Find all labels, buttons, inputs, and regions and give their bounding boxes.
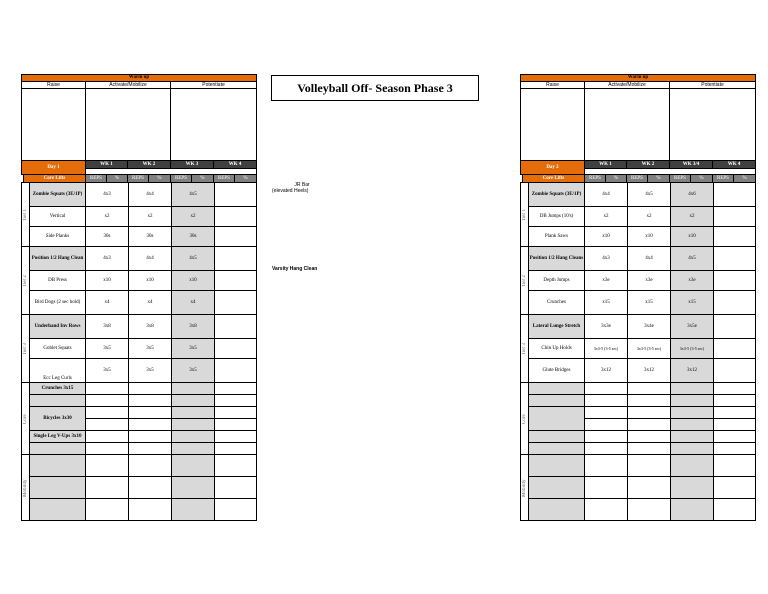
wk4-cell bbox=[215, 183, 257, 207]
wk4-cell bbox=[714, 339, 756, 359]
table-row bbox=[521, 227, 756, 247]
day1-sheet bbox=[21, 74, 256, 518]
exercise-cell: Bird Dogs (2 sec hold) bbox=[30, 291, 86, 315]
wk4-cell bbox=[215, 291, 257, 315]
wk2-cell: 4x5 bbox=[628, 183, 671, 207]
exercise-cell: Position 1/2 Hang Cleans bbox=[529, 247, 585, 271]
core-lifts-header: Core Lifts bbox=[24, 175, 86, 183]
core-exercise-cell: Crunches 3x15 bbox=[30, 383, 86, 395]
wk4-cell bbox=[714, 359, 756, 383]
wk4-cell bbox=[215, 271, 257, 291]
wk4-cell bbox=[714, 315, 756, 339]
wk4-cell bbox=[215, 227, 257, 247]
wk4-cell bbox=[215, 359, 257, 383]
pct-header: % bbox=[734, 175, 756, 183]
wk3-cell: x3e bbox=[671, 271, 714, 291]
wk2-cell: 3x5 bbox=[129, 359, 172, 383]
core-tier-label: Core bbox=[22, 383, 30, 455]
exercise-cell: Position 1/2 Hang Clean bbox=[30, 247, 86, 271]
wk1-cell: 4x3 bbox=[86, 183, 129, 207]
table-row bbox=[22, 339, 257, 359]
table-row bbox=[22, 247, 257, 271]
wk3-cell: 3x12 bbox=[671, 359, 714, 383]
wk3-cell: 3x3-5 (3-5 sec) bbox=[671, 339, 714, 359]
wk4-cell bbox=[215, 315, 257, 339]
wk3-cell: 30s bbox=[172, 227, 215, 247]
exercise-cell: Ecc Leg Curls bbox=[30, 359, 86, 383]
exercise-cell: Lateral Lunge Stretch bbox=[529, 315, 585, 339]
week-header: WK 4 bbox=[214, 161, 257, 169]
wk2-cell: 3x5 bbox=[129, 339, 172, 359]
exercise-cell: Depth Jumps bbox=[529, 271, 585, 291]
exercise-cell: Chin Up Holds bbox=[529, 339, 585, 359]
wk3-cell: 3x8 bbox=[172, 315, 215, 339]
pct-header: % bbox=[235, 175, 257, 183]
wk3-cell: 3x5e bbox=[671, 315, 714, 339]
wk1-cell: x2 bbox=[585, 207, 628, 227]
pct-header: % bbox=[107, 175, 128, 183]
pct-header: % bbox=[606, 175, 627, 183]
wk1-cell: x10 bbox=[86, 271, 129, 291]
tier-1-label: Tier 1 bbox=[521, 183, 529, 247]
wk3-cell: x2 bbox=[172, 207, 215, 227]
wk4-cell bbox=[714, 207, 756, 227]
varsity-note: Varsity Hang Clean bbox=[272, 266, 318, 272]
wk2-cell: 4x4 bbox=[129, 183, 172, 207]
wk3-cell: x2 bbox=[671, 207, 714, 227]
table-row bbox=[22, 291, 257, 315]
wk1-cell: 3x5 bbox=[86, 359, 129, 383]
reps-header: REPS bbox=[128, 175, 149, 183]
table-row bbox=[521, 291, 756, 315]
wk4-cell bbox=[714, 183, 756, 207]
wk1-cell: x2 bbox=[86, 207, 129, 227]
wk1-cell: x4 bbox=[86, 291, 129, 315]
page-title: Volleyball Off- Season Phase 3 bbox=[271, 75, 479, 101]
wk2-cell: 4x4 bbox=[628, 247, 671, 271]
wk2-cell: 30s bbox=[129, 227, 172, 247]
wk2-cell: x10 bbox=[628, 227, 671, 247]
table-row bbox=[22, 383, 257, 395]
wk3-cell: x15 bbox=[671, 291, 714, 315]
wk2-cell: x3e bbox=[628, 271, 671, 291]
wk4-cell bbox=[714, 271, 756, 291]
wk4-cell bbox=[215, 207, 257, 227]
wk1-cell: 3x3e bbox=[585, 315, 628, 339]
wk3-cell: 4x5 bbox=[172, 247, 215, 271]
warmup-title: Warm up bbox=[22, 75, 257, 82]
tier-3-label: Tier 3 bbox=[22, 315, 30, 383]
wk1-cell: x15 bbox=[585, 291, 628, 315]
wk2-cell: 3x8 bbox=[129, 315, 172, 339]
day-label: Day 1 bbox=[22, 161, 86, 175]
table-row bbox=[22, 315, 257, 339]
day2-sheet bbox=[520, 74, 755, 518]
table-row bbox=[22, 227, 257, 247]
reps-header: REPS bbox=[627, 175, 648, 183]
table-row bbox=[22, 183, 257, 207]
week-header: WK 3 bbox=[171, 161, 214, 169]
wk3-cell: 3x5 bbox=[172, 359, 215, 383]
reps-header: REPS bbox=[713, 175, 734, 183]
mobility-tier-label: Mobility bbox=[22, 455, 30, 521]
wk1-cell: 3x8 bbox=[86, 315, 129, 339]
wk2-cell: x2 bbox=[628, 207, 671, 227]
wk2-cell: x4 bbox=[129, 291, 172, 315]
pct-header: % bbox=[691, 175, 713, 183]
wk4-cell bbox=[714, 227, 756, 247]
table-row bbox=[22, 271, 257, 291]
table-row bbox=[521, 271, 756, 291]
exercise-cell: Crunches bbox=[529, 291, 585, 315]
wk2-cell: x2 bbox=[129, 207, 172, 227]
exercise-cell: Plank Saws bbox=[529, 227, 585, 247]
activate-header: Activate/Mobilize bbox=[585, 82, 670, 89]
jr-bar-note: JR Bar (elevated Heels) bbox=[272, 182, 310, 194]
wk1-cell: 4x3 bbox=[86, 247, 129, 271]
table-row bbox=[22, 207, 257, 227]
pct-header: % bbox=[648, 175, 670, 183]
potentiate-header: Potentiate bbox=[171, 82, 257, 89]
wk3-cell: 3x5 bbox=[172, 339, 215, 359]
table-row bbox=[521, 183, 756, 207]
exercise-cell: Zombie Squats (3E/1P) bbox=[30, 183, 86, 207]
wk1-cell: 30s bbox=[86, 227, 129, 247]
exercise-cell: Goblet Squats bbox=[30, 339, 86, 359]
exercise-cell: DB Jumps (10's) bbox=[529, 207, 585, 227]
raise-header: Raise bbox=[22, 82, 86, 89]
core-exercise-cell: Bicycles 3x30 bbox=[30, 407, 86, 431]
exercise-cell: Zombie Squats (3E/1P) bbox=[529, 183, 585, 207]
week-header: WK 1 bbox=[86, 161, 128, 169]
wk1-cell: x3e bbox=[585, 271, 628, 291]
wk1-cell: 4x3 bbox=[585, 247, 628, 271]
wk2-cell: 3x4e bbox=[628, 315, 671, 339]
wk2-cell: x15 bbox=[628, 291, 671, 315]
core-lifts-header: Core Lifts bbox=[523, 175, 585, 183]
warmup-title: Warm up bbox=[521, 75, 756, 82]
reps-header: REPS bbox=[670, 175, 691, 183]
exercise-cell: Vertical bbox=[30, 207, 86, 227]
wk3-cell: x4 bbox=[172, 291, 215, 315]
tier-3-label: Tier 3 bbox=[521, 315, 529, 383]
table-row bbox=[521, 359, 756, 383]
wk1-cell: 3x5 bbox=[86, 339, 129, 359]
week-header: WK 4 bbox=[713, 161, 756, 169]
reps-header: REPS bbox=[171, 175, 192, 183]
tier-2-label: Tier 2 bbox=[22, 247, 30, 315]
wk1-cell: 4x4 bbox=[585, 183, 628, 207]
exercise-cell: Glute Bridges bbox=[529, 359, 585, 383]
table-row bbox=[521, 315, 756, 339]
week-header: WK 3/4 bbox=[670, 161, 713, 169]
week-header: WK 1 bbox=[585, 161, 627, 169]
mobility-tier-label: Mobility bbox=[521, 455, 529, 521]
table-row bbox=[521, 207, 756, 227]
exercise-cell: Side Planks bbox=[30, 227, 86, 247]
wk4-cell bbox=[215, 339, 257, 359]
wk2-cell: 3x3-5 (3-5 sec) bbox=[628, 339, 671, 359]
pct-header: % bbox=[149, 175, 171, 183]
raise-header: Raise bbox=[521, 82, 585, 89]
exercise-cell: DB Press bbox=[30, 271, 86, 291]
week-header: WK 2 bbox=[128, 161, 171, 169]
wk3-cell: 4x5 bbox=[671, 247, 714, 271]
wk4-cell bbox=[714, 291, 756, 315]
wk4-cell bbox=[714, 247, 756, 271]
table-row bbox=[22, 407, 257, 419]
day-label: Day 2 bbox=[521, 161, 585, 175]
exercise-cell: Underhand Inv Rows bbox=[30, 315, 86, 339]
reps-header: REPS bbox=[214, 175, 235, 183]
wk3-cell: x10 bbox=[172, 271, 215, 291]
wk1-cell: x10 bbox=[585, 227, 628, 247]
table-row bbox=[521, 247, 756, 271]
wk2-cell: x10 bbox=[129, 271, 172, 291]
potentiate-header: Potentiate bbox=[670, 82, 756, 89]
wk2-cell: 3x12 bbox=[628, 359, 671, 383]
activate-header: Activate/Mobilize bbox=[86, 82, 171, 89]
wk1-cell: 3x3-5 (3-5 sec) bbox=[585, 339, 628, 359]
core-tier-label: Core bbox=[521, 383, 529, 455]
wk3-cell: x10 bbox=[671, 227, 714, 247]
wk4-cell bbox=[215, 247, 257, 271]
wk3-cell: 4x6 bbox=[671, 183, 714, 207]
table-row bbox=[22, 359, 257, 383]
wk1-cell: 3x12 bbox=[585, 359, 628, 383]
tier-1-label: Tier 1 bbox=[22, 183, 30, 247]
core-exercise-cell: Single Leg V-Ups 3x10 bbox=[30, 431, 86, 443]
reps-header: REPS bbox=[585, 175, 606, 183]
tier-2-label: Tier 2 bbox=[521, 247, 529, 315]
reps-header: REPS bbox=[86, 175, 107, 183]
week-header: WK 2 bbox=[627, 161, 670, 169]
pct-header: % bbox=[192, 175, 214, 183]
wk2-cell: 4x4 bbox=[129, 247, 172, 271]
wk3-cell: 4x5 bbox=[172, 183, 215, 207]
table-row bbox=[521, 339, 756, 359]
table-row bbox=[22, 431, 257, 443]
